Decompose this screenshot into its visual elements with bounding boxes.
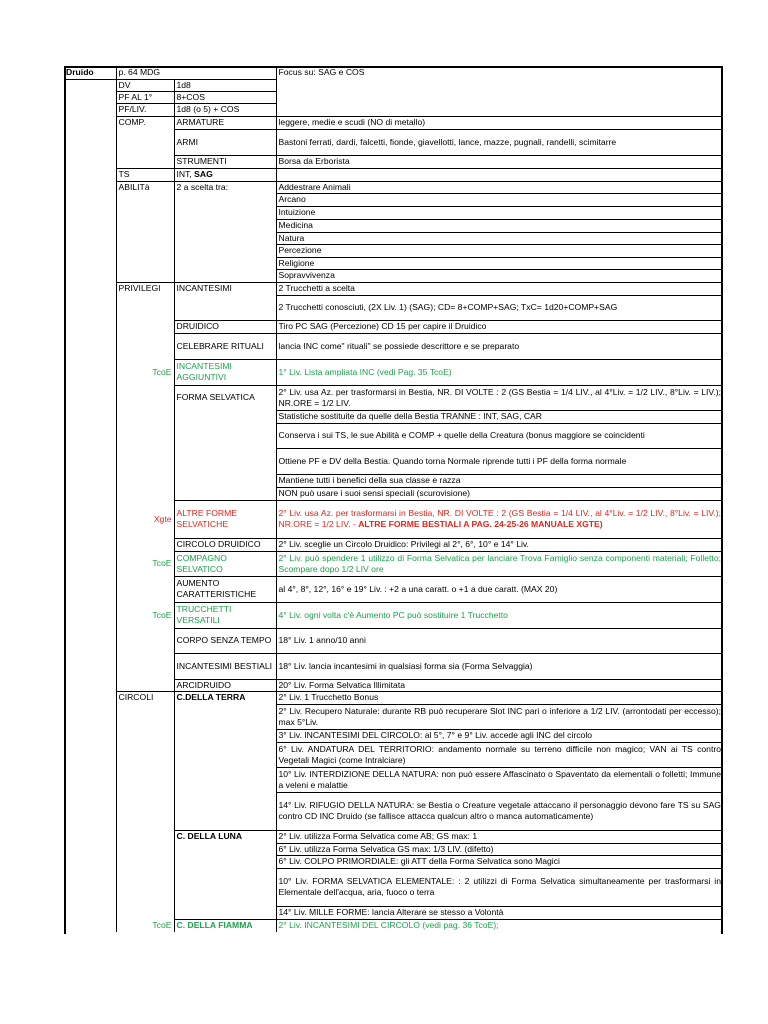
armi-value: Bastoni ferrati, dardi, falcetti, fionde, giavellotti, lance, mazze, pugnali, randelli, scimitarre bbox=[276, 129, 723, 155]
fiamma-label: C. DELLA FIAMMA bbox=[174, 919, 276, 932]
dv-value: 1d8 bbox=[174, 79, 276, 91]
trucchetti-label: TRUCCHETTI VERSATILI bbox=[174, 602, 276, 628]
luna-line: 14° Liv. MILLE FORME: lancia Alterare se stesso a Volontà bbox=[276, 906, 723, 919]
privilegi-label: PRIVILEGI bbox=[116, 282, 174, 295]
comp-label: COMP. bbox=[116, 116, 174, 129]
source-tag: TcoE bbox=[116, 919, 174, 932]
class-name: Druido bbox=[64, 66, 116, 79]
armature-value: leggere, medie e scudi (NO di metallo) bbox=[276, 116, 723, 129]
terra-line: 2° Liv. Recupero Naturale: durante RB può recuperare Slot INC pari o inferiore a 1/2 LIV. (arrontodati per eccesso); max 5°Liv. bbox=[276, 704, 723, 729]
armature-label: ARMATURE bbox=[174, 116, 276, 129]
altre-value: 2° Liv. usa Az. per trasformarsi in Bestia, NR. DI VOLTE : 2 (GS Bestia = 1/4 LIV., al 4°Liv. = 1/2 LIV., 8°Liv. = LIV.); NR.ORE = 1/2 LIV. - ALTRE FORME BESTIALI A PAG. 24-25-26 MANUALE XGTE) bbox=[276, 500, 723, 538]
armi-label: ARMI bbox=[174, 129, 276, 155]
pf-level-label: PF/LIV. bbox=[116, 103, 174, 116]
luna-line: 6° Liv. utilizza Forma Selvatica GS max: 1/3 LIV. (difetto) bbox=[276, 843, 723, 855]
incantesimi-line1: 2 Trucchetti a scelta bbox=[276, 282, 723, 295]
incantesimi-label: INCANTESIMI bbox=[174, 282, 276, 295]
incantesimi-line2: 2 Trucchetti conosciuti, (2X Liv. 1) (SAG); CD= 8+COMP+SAG; TxC= 1d20+COMP+SAG bbox=[276, 295, 723, 320]
terra-line: 3° Liv. INCANTESIMI DEL CIRCOLO: al 5°, 7° e 9° Liv. accede agli INC del circolo bbox=[276, 729, 723, 742]
luna-line: 6° Liv. COLPO PRIMORDIALE: gli ATT della Forma Selvatica sono Magici bbox=[276, 855, 723, 868]
abilita-label: ABILITà bbox=[116, 181, 174, 193]
class-table bbox=[64, 66, 723, 932]
forma-line: Ottiene PF e DV della Bestia. Quando torna Normale riprende tutti i PF della forma normale bbox=[276, 448, 723, 474]
aggiuntivi-label: INCANTESIMI AGGIUNTIVI bbox=[174, 359, 276, 385]
skill-item: Arcano bbox=[276, 193, 723, 206]
rituali-label: CELEBRARE RITUALI bbox=[174, 333, 276, 359]
rituali-value: lancia INC come" rituali" se possiede descrittore e se preparato bbox=[276, 333, 723, 359]
forma-line: Conserva i sui TS, le sue Abilità e COMP + quelle della Creatura (bonus maggiore se coincidenti bbox=[276, 423, 723, 448]
focus-note: Focus su: SAG e COS bbox=[278, 67, 365, 77]
forma-line: 2° Liv. usa Az. per trasformarsi in Bestia, NR. DI VOLTE : 2 (GS Bestia = 1/4 LIV., al 4°Liv. = 1/2 LIV., 8°Liv. = LIV.); NR.ORE = 1/2 LIV. bbox=[276, 385, 723, 410]
aumento-label: AUMENTO CARATTERISTICHE bbox=[174, 576, 276, 602]
forma-line: Statistiche sostituite da quelle della Bestia TRANNE : INT, SAG, CAR bbox=[276, 410, 723, 423]
skill-item: Medicina bbox=[276, 219, 723, 232]
strumenti-label: STRUMENTI bbox=[174, 155, 276, 168]
luna-line: 2° Liv. utilizza Forma Selvatica come AB; GS max: 1 bbox=[276, 830, 723, 843]
terra-line: 10° Liv. INTERDIZIONE DELLA NATURA: non può essere Affascinato o Spaventato da elementali o folletti; Immune a veleni e malattie bbox=[276, 767, 723, 792]
terra-line: 14° Liv. RIFUGIO DELLA NATURA: se Bestia o Creature vegetale attaccano il personaggio devono fare TS su SAG contro CD INC Druido (se fallisce attacca qualcun altro o manca automaticamente) bbox=[276, 792, 723, 830]
skill-item: Natura bbox=[276, 232, 723, 244]
page-reference: p. 64 MDG bbox=[116, 66, 276, 79]
strumenti-value: Borsa da Erborista bbox=[276, 155, 723, 168]
bestiali-label: INCANTESIMI BESTIALI bbox=[174, 653, 276, 679]
skill-item: Sopravvivenza bbox=[276, 269, 723, 282]
skill-item: Addestrare Animali bbox=[276, 181, 723, 193]
circoli-label: CIRCOLI bbox=[116, 691, 174, 704]
aggiuntivi-value: 1° Liv. Lista ampliata INC (vedi Pag. 35 TcoE) bbox=[276, 359, 723, 385]
source-tag: TcoE bbox=[116, 602, 174, 628]
corpo-label: CORPO SENZA TEMPO bbox=[174, 628, 276, 653]
druidico-label: DRUIDICO bbox=[174, 320, 276, 333]
terra-label: C.DELLA TERRA bbox=[174, 691, 276, 704]
terra-line: 2° Liv. 1 Trucchetto Bonus bbox=[276, 691, 723, 704]
compagno-value: 2° Liv. può spendere 1 utilizzo di Forma Selvatica per lanciare Trova Famiglio senza componenti materiali; Folletto; Scompare dopo 1/2 LIV ore bbox=[276, 551, 723, 576]
source-tag: TcoE bbox=[116, 359, 174, 385]
circolo-label: CIRCOLO DRUIDICO bbox=[174, 538, 276, 551]
luna-line: 10° Liv. FORMA SELVATICA ELEMENTALE: : 2 utilizzi di Forma Selvatica simultaneamente per trasformarsi in Elementale dell'acqua, aria, fuoco o terra bbox=[276, 868, 723, 906]
circolo-value: 2° Liv. sceglie un Circolo Druidico: Privilegi al 2°, 6°, 10° e 14° Liv. bbox=[276, 538, 723, 551]
skill-item: Percezione bbox=[276, 244, 723, 257]
arcidruido-value: 20° Liv. Forma Selvatica Illimitata bbox=[276, 679, 723, 691]
source-tag: Xgte bbox=[116, 500, 174, 538]
luna-label: C. DELLA LUNA bbox=[174, 830, 276, 843]
pf-first-value: 8+COS bbox=[174, 91, 276, 103]
compagno-label: COMPAGNO SELVATICO bbox=[174, 551, 276, 576]
pf-first-label: PF AL 1° bbox=[116, 91, 174, 103]
druidico-value: Tiro PC SAG (Percezione) CD 15 per capire il Druidico bbox=[276, 320, 723, 333]
terra-line: 6° Liv. ANDATURA DEL TERRITORIO: andamento normale su terreno difficile non magico; VAN ai TS contro Vegetali Magici (come Intralciare) bbox=[276, 742, 723, 767]
source-tag: TcoE bbox=[116, 551, 174, 576]
aumento-value: al 4°, 8°, 12°, 16° e 19° Liv. : +2 a una caratt. o +1 a due caratt. (MAX 20) bbox=[276, 576, 723, 602]
forma-label: FORMA SELVATICA bbox=[174, 385, 276, 410]
bestiali-value: 18° Liv. lancia incantesimi in qualsiasi forma sia (Forma Selvaggia) bbox=[276, 653, 723, 679]
skill-item: Religione bbox=[276, 257, 723, 269]
skill-item: Intuizione bbox=[276, 206, 723, 219]
forma-line: Mantiene tutti i benefici della sua classe e razza bbox=[276, 474, 723, 487]
corpo-value: 18° Liv. 1 anno/10 anni bbox=[276, 628, 723, 653]
fiamma-value: 2° Liv. INCANTESIMI DEL CIRCOLO (vedi pag. 36 TcoE); bbox=[278, 920, 499, 931]
ts-label: TS bbox=[116, 168, 174, 181]
dv-label: DV bbox=[116, 79, 174, 91]
trucchetti-value: 4° Liv. ogni volta c'è Aumento PC può sostituire 1 Trucchetto bbox=[276, 602, 723, 628]
arcidruido-label: ARCIDRUIDO bbox=[174, 679, 276, 691]
druid-class-sheet bbox=[64, 66, 723, 932]
pf-level-value: 1d8 (o 5) + COS bbox=[174, 103, 276, 116]
forma-line: NON può usare i suoi sensi speciali (scurovisione) bbox=[276, 487, 723, 500]
abilita-choice: 2 a scelta tra: bbox=[174, 181, 276, 193]
altre-label: ALTRE FORME SELVATICHE bbox=[174, 500, 276, 538]
ts-value: INT, SAG bbox=[174, 168, 276, 181]
